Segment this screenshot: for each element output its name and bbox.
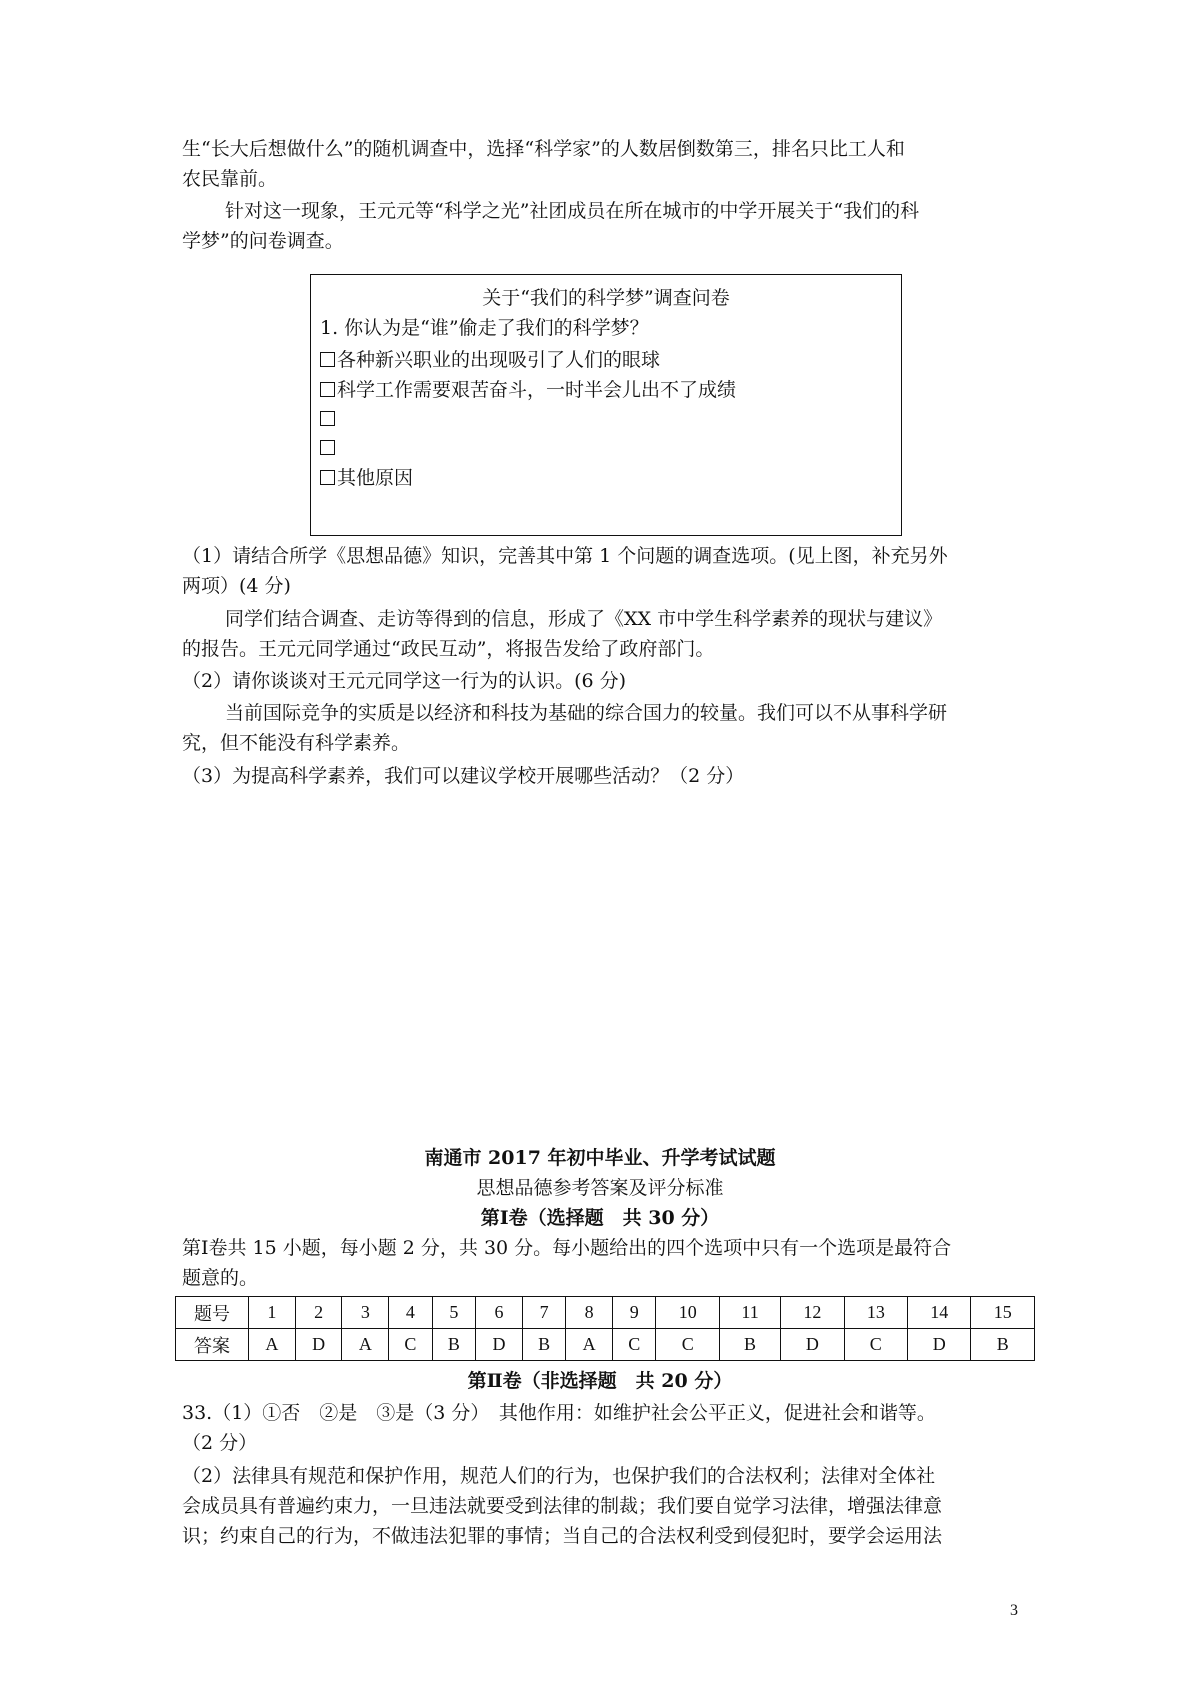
answer-letter: D (295, 1329, 342, 1361)
part1-desc-line: 题意的。 (182, 1267, 259, 1289)
paragraph-line: 的报告。王元元同学通过“政民互动”，将报告发给了政府部门。 (182, 638, 715, 660)
checkbox-icon (320, 352, 335, 367)
answer-table (175, 1296, 1035, 1361)
survey-option (320, 463, 413, 493)
answer-letter: B (432, 1329, 475, 1361)
question-number: 10 (656, 1297, 719, 1329)
paragraph-line: 同学们结合调查、走访等得到的信息，形成了《XX 市中学生科学素养的现状与建议》 (225, 608, 943, 630)
question-number: 3 (342, 1297, 389, 1329)
paragraph-line: 针对这一现象，王元元等“科学之光”社团成员在所在城市的中学开展关于“我们的科 (225, 200, 920, 222)
survey-question: 1. 你认为是“谁”偷走了我们的科学梦？ (320, 317, 649, 339)
answer-letter: D (476, 1329, 523, 1361)
checkbox-icon (320, 411, 335, 426)
answer-line: 识；约束自己的行为，不做违法犯罪的事情；当自己的合法权利受到侵犯时，要学会运用法 (182, 1525, 943, 1547)
answer-letter: B (971, 1329, 1035, 1361)
survey-option-label: 其他原因 (337, 467, 414, 489)
answer-letter: A (566, 1329, 613, 1361)
question-line: （2）请你谈谈对王元元同学这一行为的认识。(6 分) (182, 670, 627, 692)
answers-title: 南通市 2017 年初中毕业、升学考试试题 (424, 1147, 776, 1169)
survey-option (320, 345, 660, 375)
row-label: 题号 (176, 1297, 249, 1329)
question-number: 11 (719, 1297, 780, 1329)
row-label: 答案 (176, 1329, 249, 1361)
survey-option (320, 404, 337, 434)
checkbox-icon (320, 470, 335, 485)
paragraph-line: 学梦”的问卷调查。 (182, 230, 344, 252)
question-number: 13 (844, 1297, 907, 1329)
question-number: 7 (522, 1297, 565, 1329)
part2-title: 第Ⅱ卷（非选择题 共 20 分） (467, 1370, 733, 1392)
survey-option-label: 各种新兴职业的出现吸引了人们的眼球 (337, 349, 661, 371)
answer-line: 33.（1）①否 ②是 ③是（3 分） 其他作用：如维护社会公平正义，促进社会和谐等。 (182, 1402, 936, 1424)
question-number: 9 (613, 1297, 656, 1329)
checkbox-icon (320, 382, 335, 397)
question-number: 15 (971, 1297, 1035, 1329)
survey-box (310, 274, 902, 536)
answer-letter: D (781, 1329, 844, 1361)
question-line: 两项）(4 分) (182, 575, 291, 597)
question-line: （1）请结合所学《思想品德》知识，完善其中第 1 个问题的调查选项。(见上图，补充另外 (182, 545, 948, 567)
answer-letter: B (719, 1329, 780, 1361)
answer-letter: C (613, 1329, 656, 1361)
survey-option (320, 375, 736, 405)
question-number: 8 (566, 1297, 613, 1329)
question-number: 4 (389, 1297, 432, 1329)
answer-letter: B (522, 1329, 565, 1361)
page-number: 3 (1010, 1602, 1018, 1619)
answer-line: （2 分） (182, 1432, 258, 1454)
survey-title: 关于“我们的科学梦”调查问卷 (482, 287, 730, 309)
part1-title: 第Ⅰ卷（选择题 共 30 分） (480, 1207, 720, 1229)
table-row-answers (176, 1329, 1035, 1361)
answer-letter: C (389, 1329, 432, 1361)
paragraph-line: 究，但不能没有科学素养。 (182, 732, 411, 754)
question-number: 2 (295, 1297, 342, 1329)
survey-option-label: 科学工作需要艰苦奋斗，一时半会儿出不了成绩 (337, 379, 737, 401)
part1-desc-line: 第Ⅰ卷共 15 小题，每小题 2 分，共 30 分。每小题给出的四个选项中只有一个选项是最符合 (182, 1237, 952, 1259)
paragraph-line: 当前国际竞争的实质是以经济和科技为基础的综合国力的较量。我们可以不从事科学研 (225, 702, 948, 724)
question-number: 12 (781, 1297, 844, 1329)
checkbox-icon (320, 440, 335, 455)
table-row-numbers (176, 1297, 1035, 1329)
answer-letter: A (342, 1329, 389, 1361)
answer-letter: C (844, 1329, 907, 1361)
answer-line: 会成员具有普遍约束力，一旦违法就要受到法律的制裁；我们要自觉学习法律，增强法律意 (182, 1495, 943, 1517)
question-number: 5 (432, 1297, 475, 1329)
question-number: 6 (476, 1297, 523, 1329)
answer-letter: C (656, 1329, 719, 1361)
question-number: 14 (908, 1297, 971, 1329)
question-number: 1 (249, 1297, 296, 1329)
answer-letter: D (908, 1329, 971, 1361)
answer-letter: A (249, 1329, 296, 1361)
paragraph-line: 农民靠前。 (182, 168, 278, 190)
question-line: （3）为提高科学素养，我们可以建议学校开展哪些活动？（2 分） (182, 765, 745, 787)
paragraph-line: 生“长大后想做什么”的随机调查中，选择“科学家”的人数居倒数第三，排名只比工人和 (182, 138, 905, 160)
survey-option (320, 433, 337, 463)
answer-line: （2）法律具有规范和保护作用，规范人们的行为，也保护我们的合法权利；法律对全体社 (182, 1465, 936, 1487)
answers-subtitle: 思想品德参考答案及评分标准 (476, 1177, 724, 1199)
